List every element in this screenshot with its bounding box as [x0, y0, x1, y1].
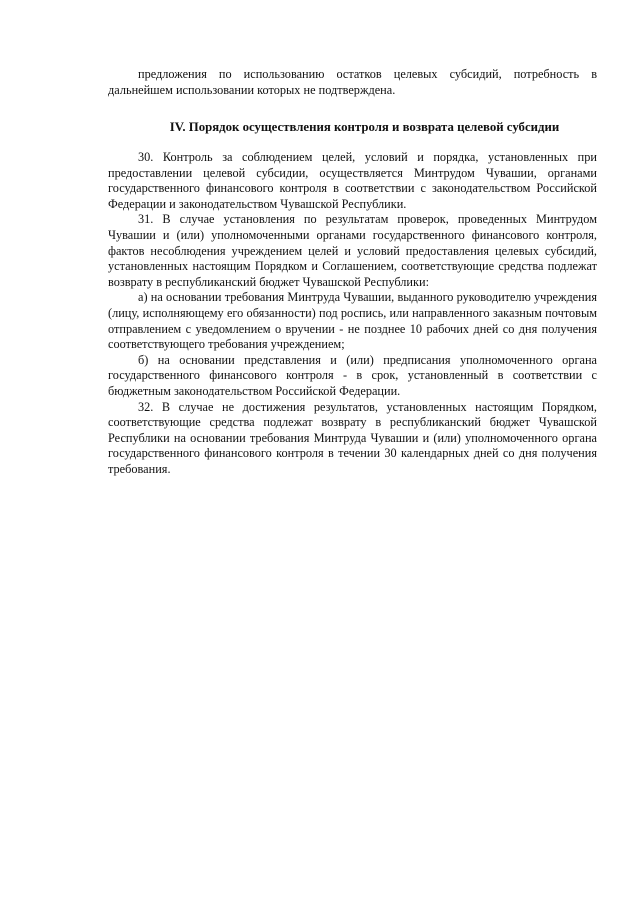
section-heading: IV. Порядок осуществления контроля и возврата целевой субсидии: [169, 120, 560, 134]
paragraph-30: 30. Контроль за соблюдением целей, условий и порядка, установленных при предоставлении целевой субсидии, осуществляется Минтрудом Чувашии, органами государственного финансового контроля в соответствии с законодательством Российской Федерации и законодательством Чувашской Республики.: [108, 150, 597, 211]
continuation-block: [108, 67, 597, 98]
paragraph-31: 31. В случае установления по результатам проверок, проведенных Минтрудом Чувашии и (или) уполномоченными органами государственного финансового контроля, фактов несоблюдения учреждением целей и условий предоставления целевых субсидий, установленных настоящим Порядком и Соглашением, соответствующие средства подлежат возврату в республиканский бюджет Чувашской Республики:: [108, 212, 597, 289]
paragraph-32: 32. В случае не достижения результатов, установленных настоящим Порядком, соответствующие средства подлежат возврату в республиканский бюджет Чувашской Республики на основании требования Минтруда Чувашии и (или) уполномоченного органа государственного финансового контроля в течении 30 календарных дней со дня получения требования.: [108, 399, 597, 476]
paragraph-31-b: б) на основании представления и (или) предписания уполномоченного органа государственного финансового контроля - в срок, установленный в соответствии с бюджетным законодательством Российской Федерации.: [108, 352, 597, 398]
continuation-paragraph: предложения по использованию остатков целевых субсидий, потребность в дальнейшем использовании которых не подтверждена.: [108, 67, 597, 97]
section-body: [108, 150, 597, 477]
paragraph-31-a: а) на основании требования Минтруда Чувашии, выданного руководителю учреждения (лицу, исполняющему его обязанности) под роспись, или направленного заказным почтовым отправлением с уведомлением о вручении - не позднее 10 рабочих дней со дня получения соответствующего требования учреждением;: [108, 290, 597, 352]
